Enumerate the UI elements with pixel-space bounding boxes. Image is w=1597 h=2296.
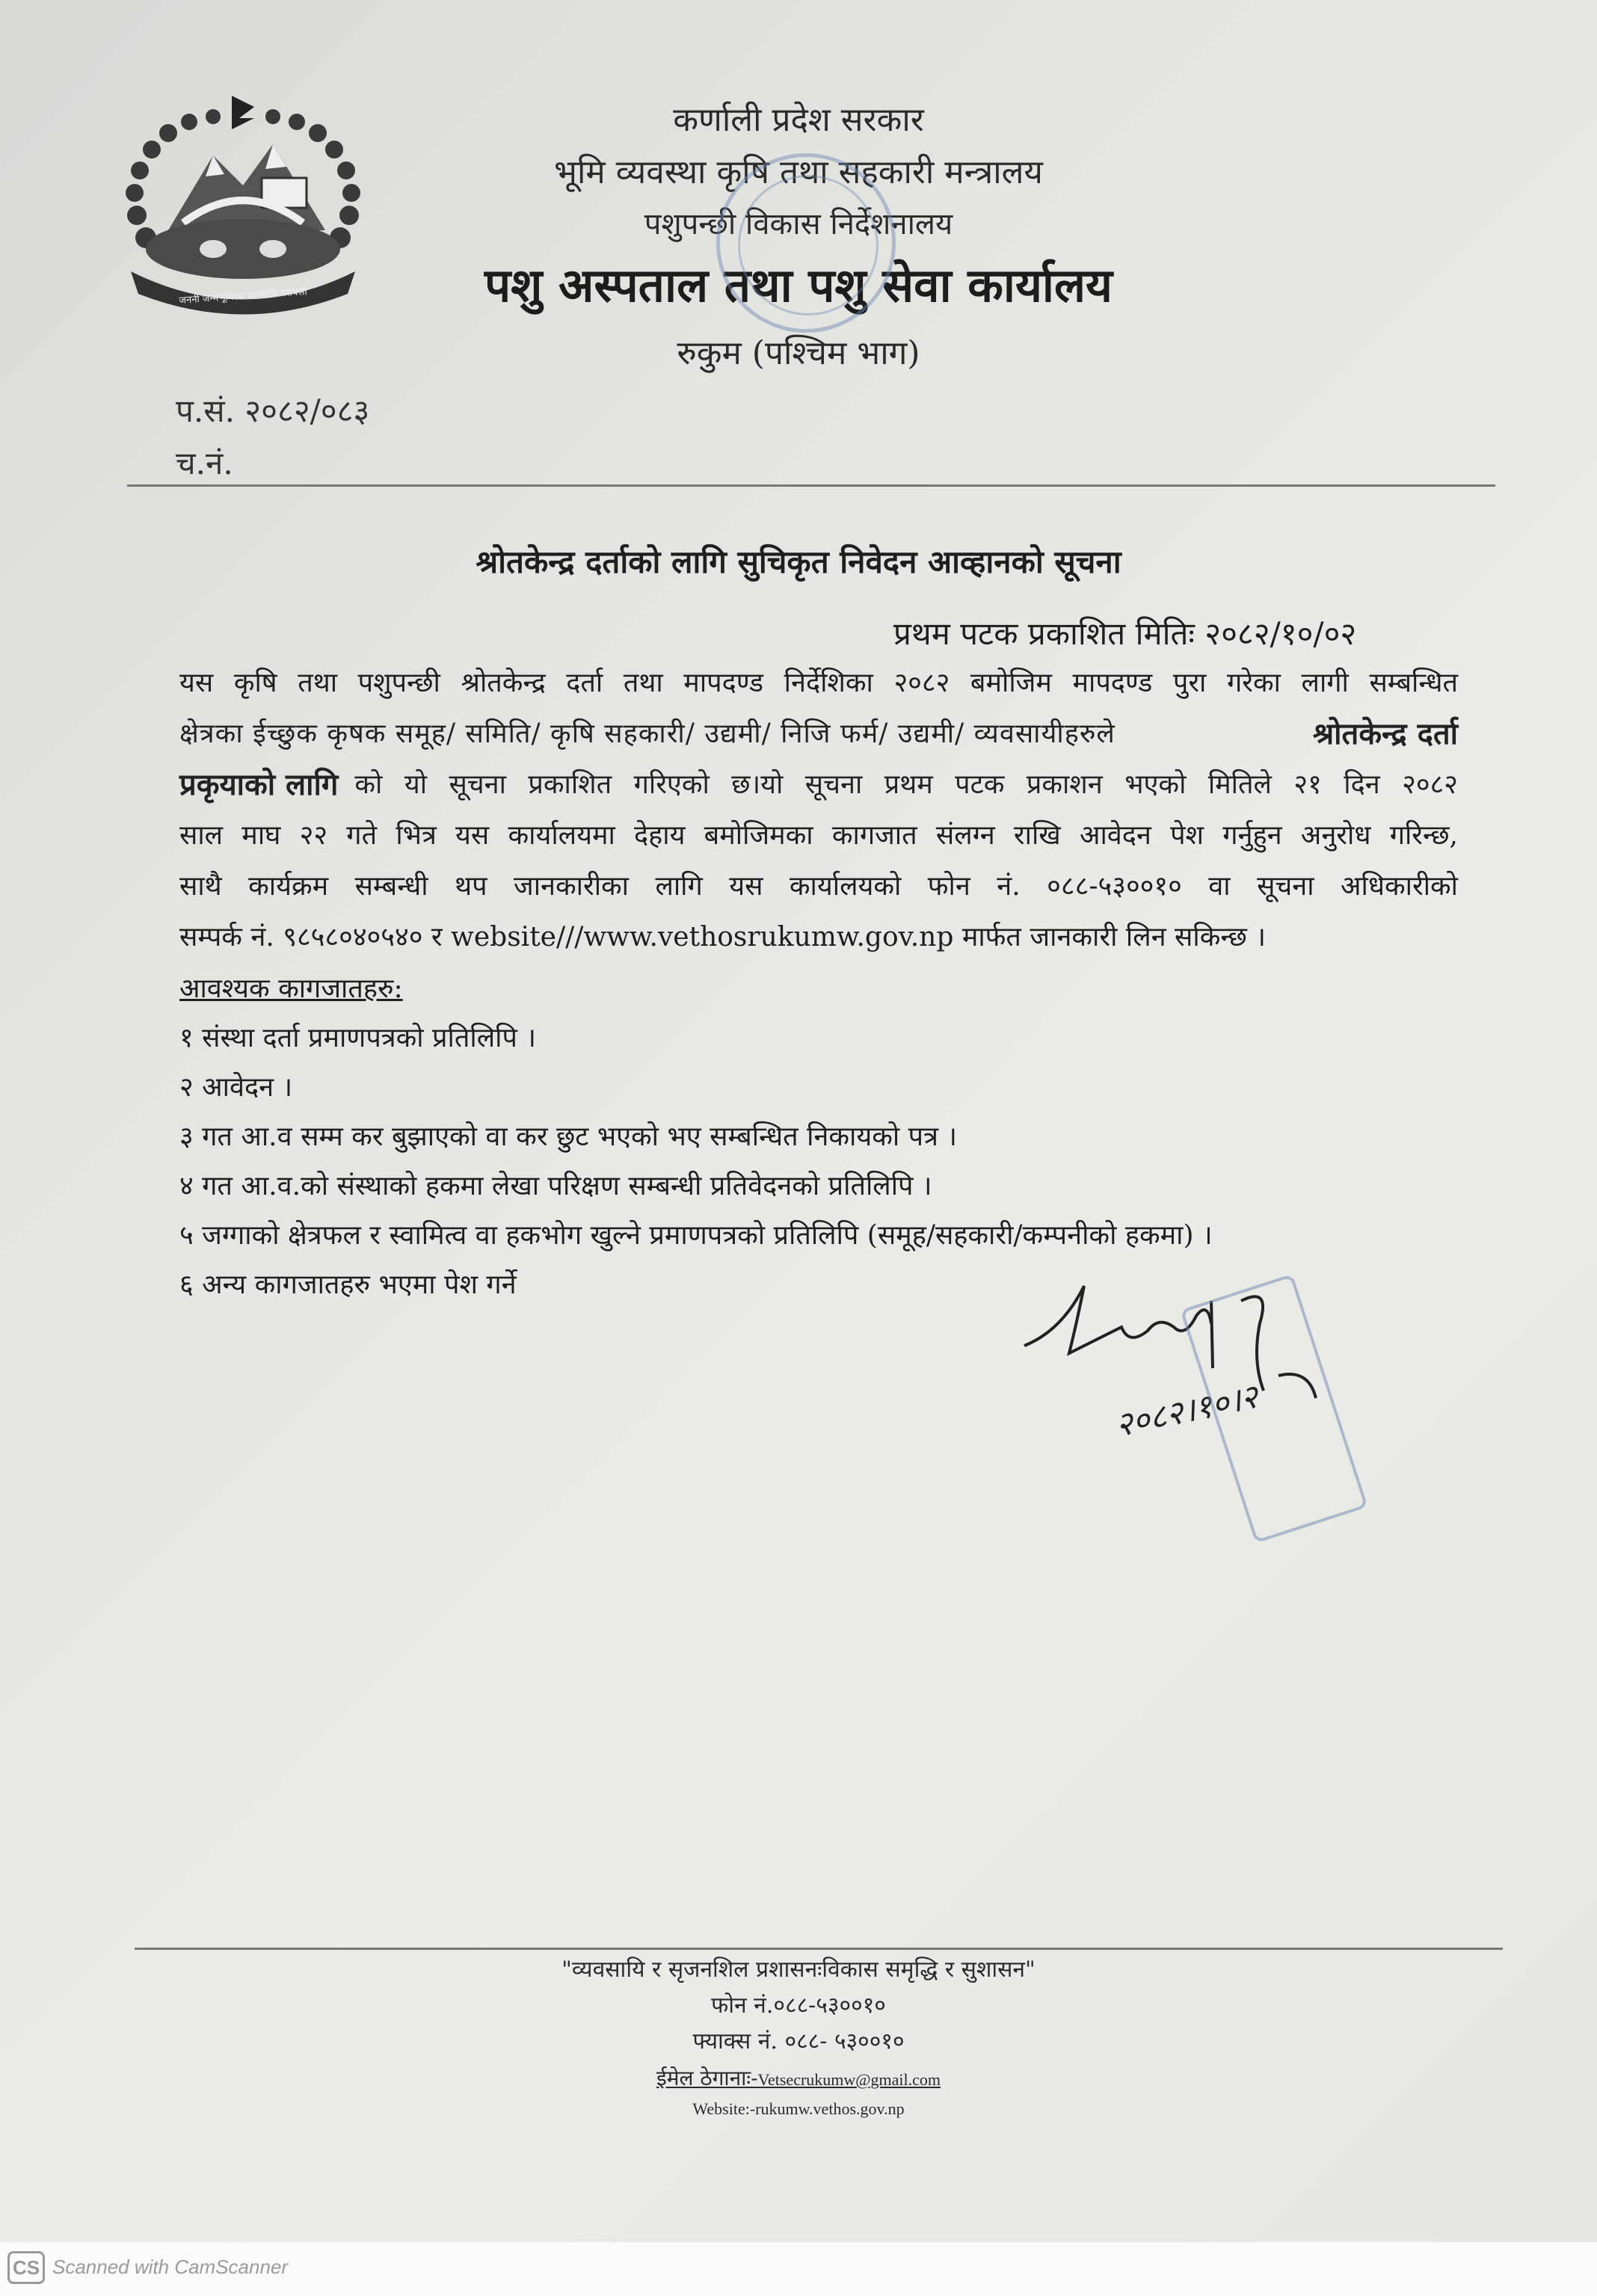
notice-line-1: यस कृषि तथा पशुपन्छी श्रोतकेन्द्र दर्ता तथा मापदण्ड निर्देशिका २०८२ बमोजिम मापदण्ड पुरा गरेका लागी सम्बन्धित [179, 668, 1458, 698]
document-item-5: ५ जग्गाको क्षेत्रफल र स्वामित्व वा हकभोग खुल्ने प्रमाणपत्रको प्रतिलिपि (समूह/सहकारी/कम्पनीको हकमा) । [179, 1220, 1213, 1251]
footer-website[interactable]: Website:-rukumw.vethos.gov.np [692, 2099, 905, 2118]
scanner-text: Scanned with CamScanner [52, 2256, 289, 2278]
footer-email-row [0, 2063, 1597, 2092]
document-item-6: ६ अन्य कागजातहरु भएमा पेश गर्ने [179, 1269, 517, 1300]
scanner-bar [0, 2242, 1597, 2296]
footer-email[interactable]: Vetsecrukumw@gmail.com [757, 2070, 941, 2089]
notice-line-2: क्षेत्रका ईच्छुक कृषक समूह/ समिति/ कृषि सहकारी/ उद्यमी/ निजि फर्म/ उद्यमी/ व्यवसायीहरुले [179, 718, 1116, 749]
camscanner-logo-icon: CS [7, 2251, 45, 2284]
footer-email-label: ईमेल ठेगानाः- [656, 2066, 758, 2090]
emblem-caption: जननी जन्मभूमिश्च स्वर्गादपि गरीयसी [178, 286, 308, 307]
notice-line-3: को यो सूचना प्रकाशित गरिएको छ।यो सूचना प्रथम पटक प्रकाशन भएको मितिले २१ दिन २०८२ [354, 769, 1458, 800]
signature-date: २०८२।१०।२ [1112, 1377, 1262, 1445]
office-name: पशु अस्पताल तथा पशु सेवा कार्यालय [484, 258, 1113, 313]
header-divider [127, 484, 1495, 487]
notice-line-2-bold: श्रोतकेन्द्र दर्ता [1312, 716, 1458, 751]
letterhead-line-2: भूमि व्यवस्था कृषि तथा सहकारी मन्त्रालय [554, 153, 1043, 191]
dispatch-number: च.नं. [176, 445, 233, 481]
document-item-1: १ संस्था दर्ता प्रमाणपत्रको प्रतिलिपि । [179, 1023, 536, 1053]
office-stamp [716, 153, 896, 333]
notice-line-3-bold: प्रकृयाको लागि [179, 767, 339, 802]
footer-slogan: "व्यवसायि र सृजनशिल प्रशासनःविकास समृद्धि र सुशासन" [561, 1957, 1036, 1983]
footer-fax: फ्याक्स नं. ०८८- ५३००१० [692, 2028, 905, 2055]
letterhead-line-1: कर्णाली प्रदेश सरकार [673, 101, 924, 139]
footer-phone: फोन नं.०८८-५३००१० [711, 1992, 886, 2019]
notice-line-4: साल माघ २२ गते भित्र यस कार्यालयमा देहाय बमोजिमका कागजात संलग्न राखि आवेदन पेश गर्नुहुन अनुरोध गरिन्छ, [179, 820, 1458, 851]
office-location: रुकुम (पश्चिम भाग) [677, 334, 920, 372]
notice-line-5: साथै कार्यक्रम सम्बन्धी थप जानकारीका लागि यस कार्यालयको फोन नं. ०८८-५३००१० वा सूचना अधिकारीको [179, 871, 1458, 902]
notice-title: श्रोतकेन्द्र दर्ताको लागि सुचिकृत निवेदन आव्हानको सूचना [476, 544, 1121, 580]
reference-number: प.सं. २०८२/०८३ [176, 393, 370, 429]
documents-heading: आवश्यक कागजातहरु: [179, 973, 403, 1004]
document-item-2: २ आवेदन । [179, 1072, 293, 1103]
notice-line-6: सम्पर्क नं. ९८५८०४०५४० र website///www.vethosrukumw.gov.np मार्फत जानकारी लिन सकिन्छ । [179, 922, 1266, 952]
letterhead-line-3: पशुपन्छी विकास निर्देशनालय [644, 207, 953, 241]
document-item-3: ३ गत आ.व सम्म कर बुझाएको वा कर छुट भएको भए सम्बन्धित निकायको पत्र । [179, 1121, 958, 1152]
notice-line-2-row [179, 709, 1458, 760]
notice-line-3-row [179, 760, 1458, 810]
publish-date: प्रथम पटक प्रकाशित मितिः २०८२/१०/०२ [893, 615, 1357, 652]
document-item-4: ४ गत आ.व.को संस्थाको हकमा लेखा परिक्षण सम्बन्धी प्रतिवेदनको प्रतिलिपि । [179, 1171, 932, 1201]
footer-divider [135, 1948, 1503, 1950]
